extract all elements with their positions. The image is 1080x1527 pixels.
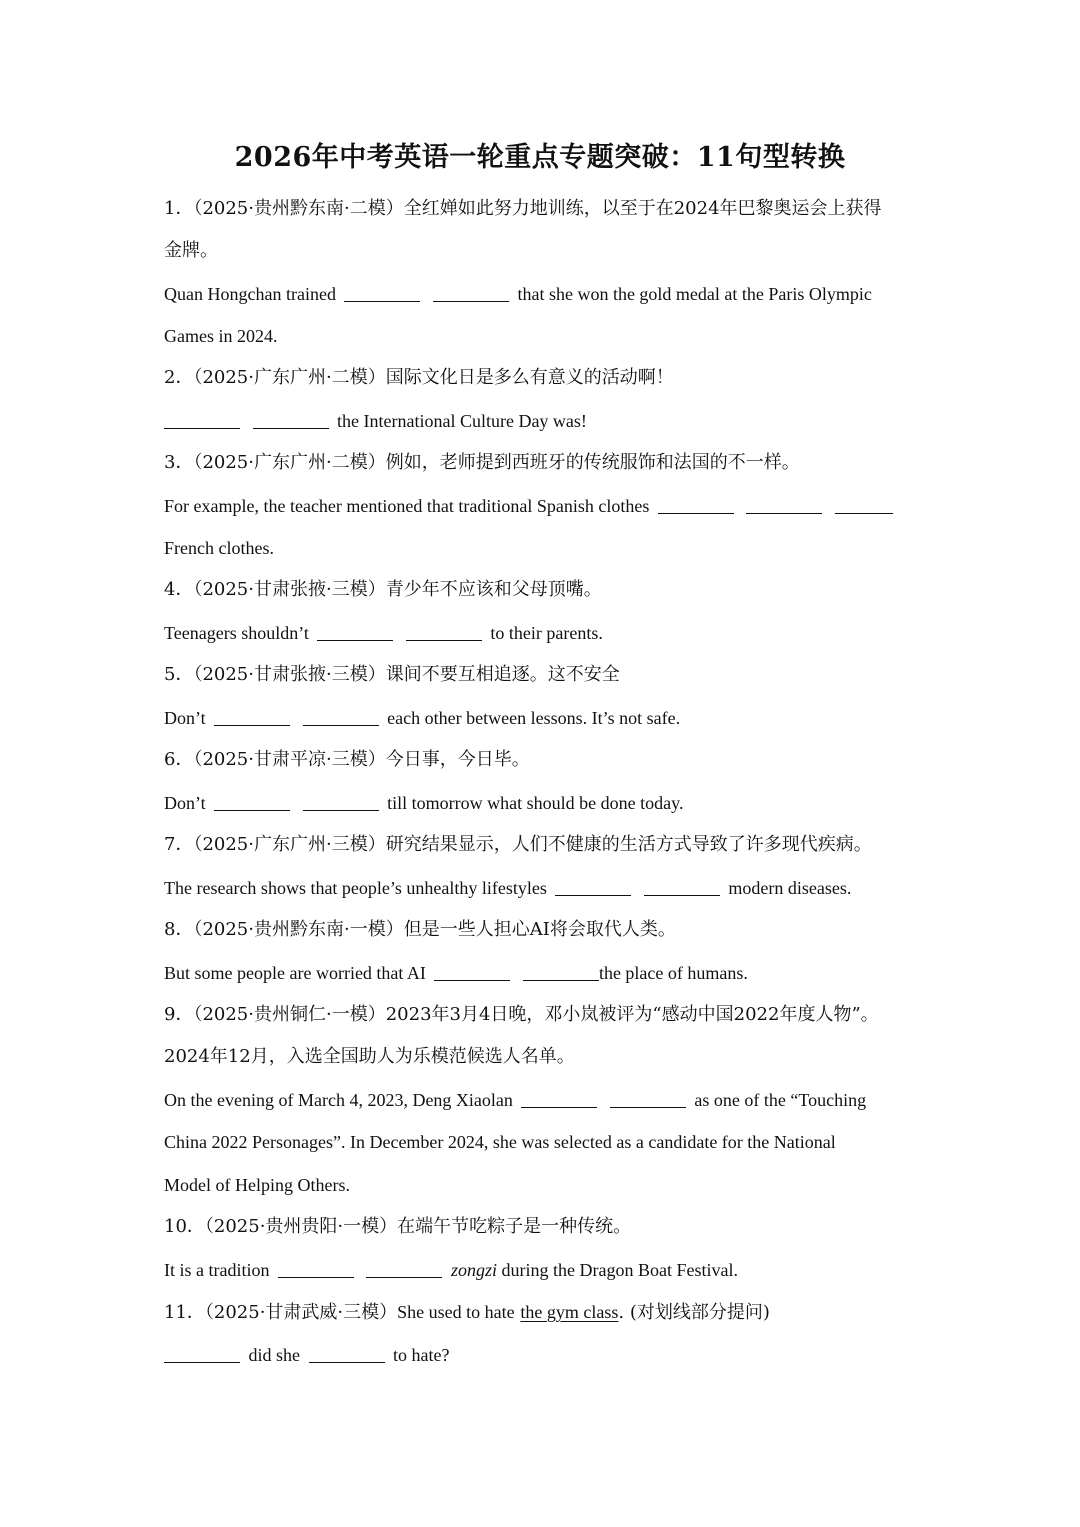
answer-blank[interactable] xyxy=(555,869,631,896)
question-number: 10． xyxy=(164,1216,205,1237)
question-number: 2． xyxy=(164,367,194,388)
sentence-part: Quan Hongchan trained xyxy=(164,284,336,304)
question-number: 1． xyxy=(164,198,194,219)
question-7-sentence xyxy=(164,867,924,909)
question-source: （2025·贵州铜仁·一模） xyxy=(193,1004,386,1025)
question-source: （2025·甘肃张掖·三模） xyxy=(193,579,386,600)
question-9-sentence-end xyxy=(164,1164,924,1206)
question-4-prompt xyxy=(164,569,924,611)
question-number: 7． xyxy=(164,834,194,855)
sentence-part: modern diseases. xyxy=(728,878,852,898)
question-source: （2025·广东广州·三模） xyxy=(193,834,386,855)
question-source: （2025·甘肃张掖·三模） xyxy=(193,664,386,685)
answer-blank[interactable] xyxy=(658,487,734,514)
question-3-sentence-continued xyxy=(164,527,924,569)
question-chinese-continued: 金牌。 xyxy=(164,240,218,261)
question-5-sentence xyxy=(164,697,924,739)
sentence-part: Teenagers shouldn’t xyxy=(164,623,309,643)
question-3-prompt xyxy=(164,442,924,484)
answer-blank[interactable] xyxy=(214,699,290,726)
question-10-sentence xyxy=(164,1249,924,1291)
answer-blank[interactable] xyxy=(406,614,482,641)
sentence-part: the place of humans. xyxy=(598,963,748,983)
sentence-part: each other between lessons. It’s not safe. xyxy=(387,708,681,728)
answer-blank[interactable] xyxy=(164,402,240,429)
question-10-prompt xyxy=(164,1206,924,1248)
question-chinese: 2023年3月4日晚，邓小岚被评为“感动中国2022年度人物”。 xyxy=(385,1004,879,1025)
question-9-sentence xyxy=(164,1079,924,1121)
sentence-part: But some people are worried that AI xyxy=(164,963,426,983)
question-chinese: 课间不要互相追逐。这不安全 xyxy=(385,664,620,685)
answer-blank[interactable] xyxy=(433,275,509,302)
sentence-part: to hate? xyxy=(393,1345,450,1365)
question-number: 6． xyxy=(164,749,194,770)
question-source: （2025·广东广州·二模） xyxy=(193,452,386,473)
underlined-phrase: the gym class xyxy=(520,1302,619,1322)
question-9-prompt xyxy=(164,994,924,1036)
question-11-prompt xyxy=(164,1291,924,1333)
question-3-sentence xyxy=(164,485,924,527)
answer-blank[interactable] xyxy=(835,487,893,514)
sentence-part: did she xyxy=(248,1345,300,1365)
answer-blank[interactable] xyxy=(644,869,720,896)
answer-blank[interactable] xyxy=(253,402,329,429)
question-6-sentence xyxy=(164,782,924,824)
question-chinese-continued: 2024年12月，入选全国助人为乐模范候选人名单。 xyxy=(164,1046,575,1067)
question-5-prompt xyxy=(164,654,924,696)
sentence-part: It is a tradition xyxy=(164,1260,270,1280)
answer-blank[interactable] xyxy=(303,699,379,726)
question-1-prompt xyxy=(164,188,924,230)
question-chinese: 国际文化日是多么有意义的活动啊！ xyxy=(385,367,674,388)
question-1-sentence xyxy=(164,273,924,315)
question-source: （2025·贵州黔东南·一模） xyxy=(193,919,404,940)
answer-blank[interactable] xyxy=(164,1336,240,1363)
sentence-part: the International Culture Day was! xyxy=(337,411,587,431)
question-number: 5． xyxy=(164,664,194,685)
answer-blank[interactable] xyxy=(523,954,599,981)
question-chinese: 在端午节吃粽子是一种传统。 xyxy=(397,1216,632,1237)
question-chinese: 研究结果显示，人们不健康的生活方式导致了许多现代疾病。 xyxy=(385,834,872,855)
question-source: （2025·广东广州·二模） xyxy=(193,367,386,388)
question-instruction: . (对划线部分提问) xyxy=(618,1302,770,1323)
question-number: 11． xyxy=(164,1302,205,1323)
answer-blank[interactable] xyxy=(309,1336,385,1363)
question-4-sentence xyxy=(164,612,924,654)
question-8-sentence xyxy=(164,952,924,994)
sentence-part: as one of the “Touching xyxy=(694,1090,867,1110)
sentence-part: during the Dragon Boat Festival. xyxy=(501,1260,738,1280)
answer-blank[interactable] xyxy=(521,1081,597,1108)
sentence-part: French clothes. xyxy=(164,538,274,558)
answer-blank[interactable] xyxy=(746,487,822,514)
sentence-part: Don’t xyxy=(164,708,206,728)
question-6-prompt xyxy=(164,739,924,781)
question-source: （2025·贵州贵阳·一模） xyxy=(204,1216,398,1237)
question-chinese: 青少年不应该和父母顶嘴。 xyxy=(385,579,602,600)
question-9-prompt-continued xyxy=(164,1036,924,1078)
question-chinese: 但是一些人担心AI将会取代人类。 xyxy=(403,919,676,940)
answer-blank[interactable] xyxy=(434,954,510,981)
answer-blank[interactable] xyxy=(214,784,290,811)
question-source: （2025·贵州黔东南·二模） xyxy=(193,198,404,219)
answer-blank[interactable] xyxy=(344,275,420,302)
question-number: 8． xyxy=(164,919,194,940)
question-number: 9． xyxy=(164,1004,194,1025)
question-chinese: 今日事，今日毕。 xyxy=(385,749,530,770)
question-7-prompt xyxy=(164,824,924,866)
answer-blank[interactable] xyxy=(366,1251,442,1278)
question-9-sentence-continued xyxy=(164,1121,924,1163)
sentence-part: On the evening of March 4, 2023, Deng Xiaolan xyxy=(164,1090,513,1110)
question-number: 4． xyxy=(164,579,194,600)
answer-blank[interactable] xyxy=(317,614,393,641)
question-2-sentence xyxy=(164,400,924,442)
sentence-part: For example, the teacher mentioned that traditional Spanish clothes xyxy=(164,496,650,516)
question-source: （2025·甘肃平凉·三模） xyxy=(193,749,386,770)
question-chinese: 全红婵如此努力地训练，以至于在2024年巴黎奥运会上获得 xyxy=(403,198,882,219)
answer-blank[interactable] xyxy=(303,784,379,811)
sentence-italic-word: zongzi xyxy=(450,1260,497,1280)
page-title: 2026年中考英语一轮重点专题突破：11句型转换 xyxy=(234,142,846,173)
question-2-prompt xyxy=(164,357,924,399)
sentence-part: Model of Helping Others. xyxy=(164,1175,350,1195)
question-chinese: 例如，老师提到西班牙的传统服饰和法国的不一样。 xyxy=(385,452,800,473)
answer-blank[interactable] xyxy=(278,1251,354,1278)
question-1-prompt-continued xyxy=(164,230,924,272)
sentence-part: till tomorrow what should be done today. xyxy=(387,793,684,813)
sentence-part: Games in 2024. xyxy=(164,326,278,346)
sentence-part: that she won the gold medal at the Paris Olympic xyxy=(517,284,872,304)
question-english-prompt: She used to hate xyxy=(397,1302,515,1322)
sentence-part: Don’t xyxy=(164,793,206,813)
question-number: 3． xyxy=(164,452,194,473)
sentence-part: China 2022 Personages”. In December 2024, she was selected as a candidate for the National xyxy=(164,1132,836,1152)
sentence-part: to their parents. xyxy=(490,623,603,643)
question-8-prompt xyxy=(164,909,924,951)
question-1-sentence-continued xyxy=(164,315,924,357)
sentence-part: The research shows that people’s unhealthy lifestyles xyxy=(164,878,547,898)
answer-blank[interactable] xyxy=(610,1081,686,1108)
question-11-sentence xyxy=(164,1334,924,1376)
question-source: （2025·甘肃武威·三模） xyxy=(204,1302,398,1323)
